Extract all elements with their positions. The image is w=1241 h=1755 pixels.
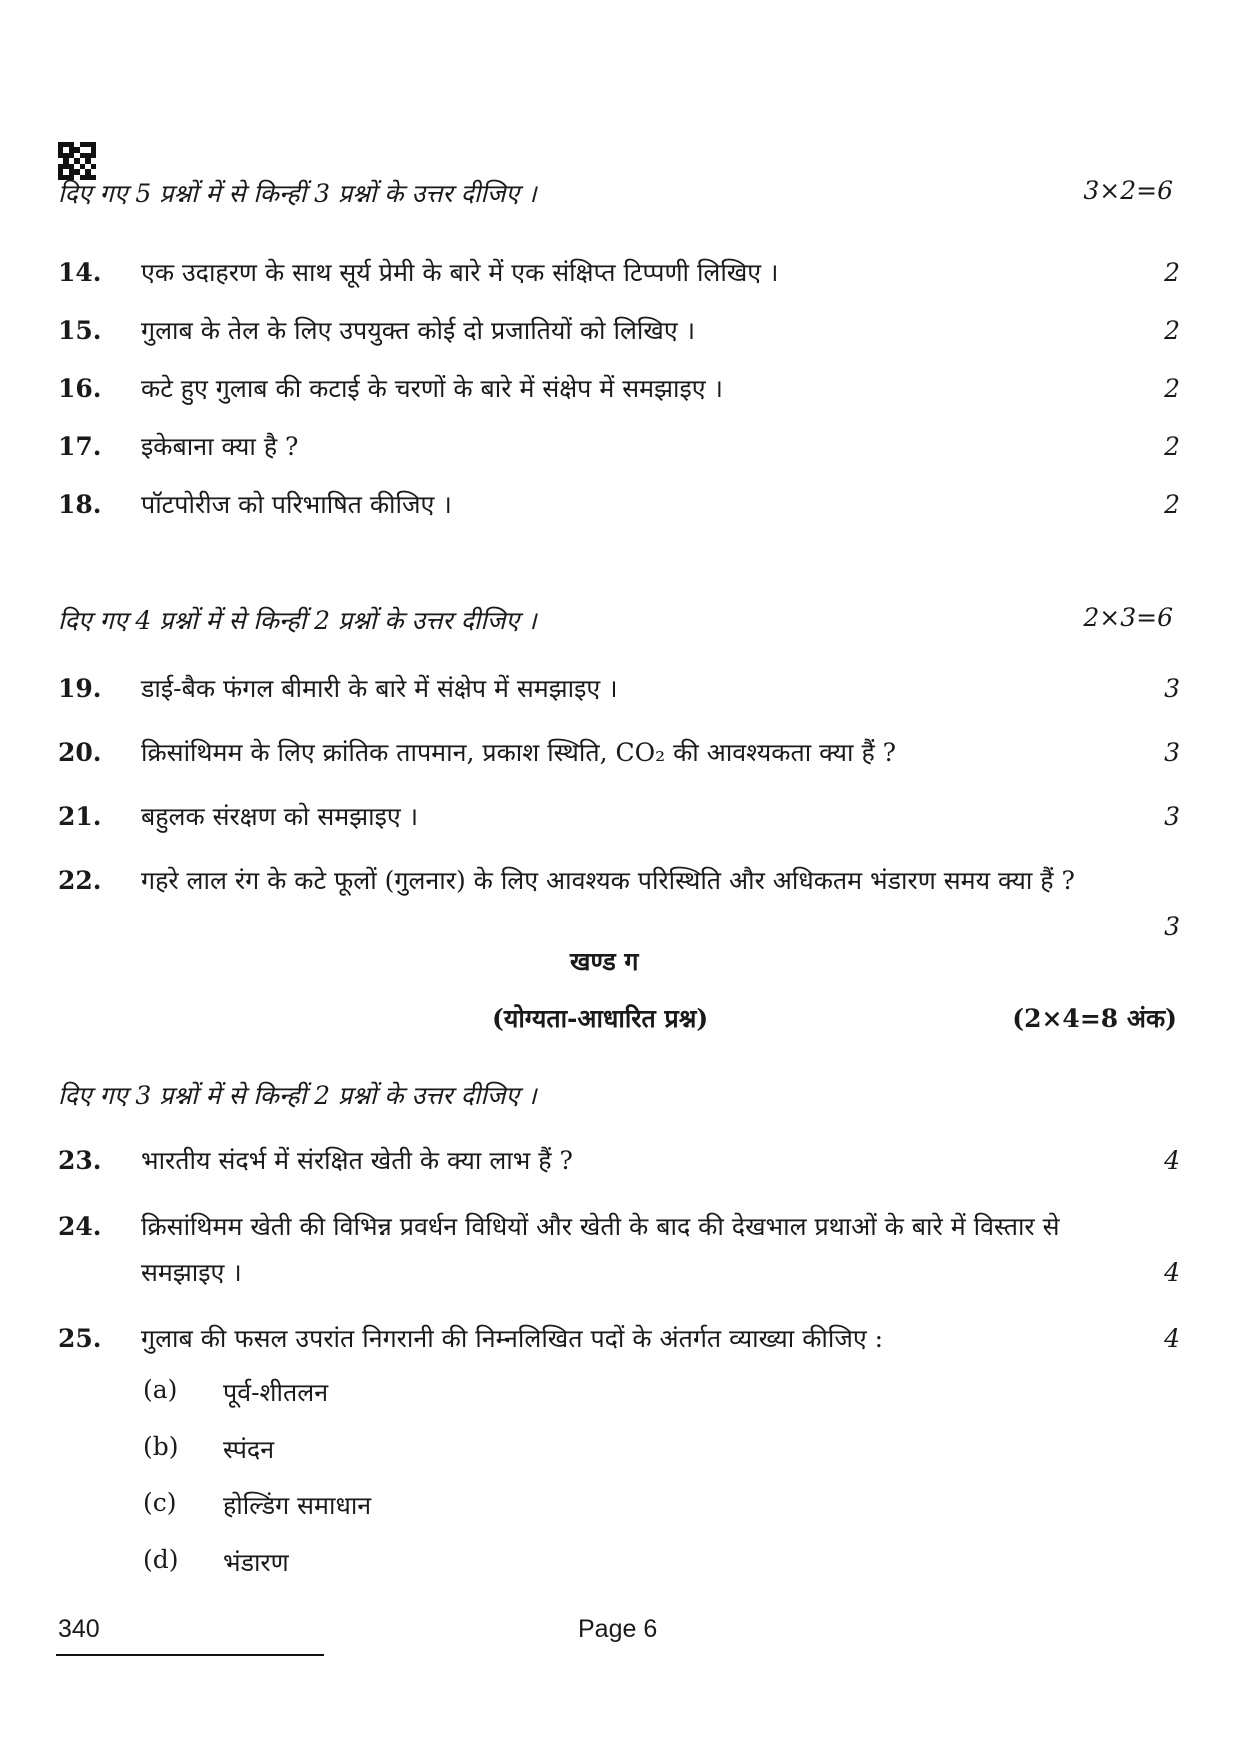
instruction-2-marks: 2×3=6 bbox=[1083, 603, 1173, 632]
question-text: इकेबाना क्या है ? bbox=[141, 432, 299, 461]
question-marks: 2 bbox=[1164, 258, 1180, 287]
question-marks: 4 bbox=[1164, 1324, 1180, 1353]
question-text: गुलाब की फसल उपरांत निगरानी की निम्नलिखित पदों के अंतर्गत व्याख्या कीजिए : bbox=[141, 1324, 884, 1353]
question-marks: 4 bbox=[1164, 1258, 1180, 1287]
question-marks: 2 bbox=[1164, 432, 1180, 461]
section-total-marks: (2×4=8 अंक) bbox=[1012, 1004, 1177, 1033]
question-number: 19. bbox=[58, 674, 102, 703]
question-number: 16. bbox=[58, 374, 102, 403]
question-text: कटे हुए गुलाब की कटाई के चरणों के बारे में संक्षेप में समझाइए । bbox=[141, 374, 723, 403]
question-number: 24. bbox=[58, 1212, 102, 1241]
question-number: 20. bbox=[58, 738, 102, 767]
question-marks: 3 bbox=[1164, 738, 1180, 767]
qr-code-icon bbox=[58, 142, 96, 180]
question-number: 15. bbox=[58, 316, 102, 345]
section-subtitle: (योग्यता-आधारित प्रश्न) bbox=[492, 1004, 709, 1033]
question-text: क्रिसांथिमम के लिए क्रांतिक तापमान, प्रकाश स्थिति, CO₂ की आवश्यकता क्या हैं ? bbox=[141, 738, 897, 767]
instruction-3: दिए गए 3 प्रश्नों में से किन्हीं 2 प्रश्नों के उत्तर दीजिए । bbox=[58, 1081, 537, 1110]
page-number: Page 6 bbox=[578, 1615, 658, 1643]
question-number: 22. bbox=[58, 866, 102, 895]
question-number: 17. bbox=[58, 432, 102, 461]
subpart-text: होल्डिंग समाधान bbox=[223, 1491, 372, 1520]
subpart-label: (a) bbox=[143, 1375, 178, 1404]
question-marks: 2 bbox=[1164, 316, 1180, 345]
question-number: 21. bbox=[58, 802, 102, 831]
footer-divider bbox=[56, 1654, 324, 1656]
subpart-label: (d) bbox=[143, 1545, 179, 1574]
question-text: क्रिसांथिमम खेती की विभिन्न प्रवर्धन विधियों और खेती के बाद की देखभाल प्रथाओं के बारे में विस्तार से समझाइए । bbox=[141, 1212, 1060, 1287]
question-text: पॉटपोरीज को परिभाषित कीजिए । bbox=[141, 490, 452, 519]
question-text: एक उदाहरण के साथ सूर्य प्रेमी के बारे में एक संक्षिप्त टिप्पणी लिखिए । bbox=[141, 258, 779, 287]
question-marks: 3 bbox=[1164, 674, 1180, 703]
subpart-text: स्पंदन bbox=[223, 1435, 275, 1464]
question-number: 25. bbox=[58, 1324, 102, 1353]
paper-code: 340 bbox=[58, 1615, 100, 1643]
instruction-1-marks: 3×2=6 bbox=[1083, 176, 1173, 205]
question-marks: 2 bbox=[1164, 374, 1180, 403]
question-text: डाई-बैक फंगल बीमारी के बारे में संक्षेप में समझाइए । bbox=[141, 674, 618, 703]
subpart-text: भंडारण bbox=[223, 1548, 289, 1577]
instruction-2: दिए गए 4 प्रश्नों में से किन्हीं 2 प्रश्नों के उत्तर दीजिए । bbox=[58, 606, 537, 635]
question-text: गहरे लाल रंग के कटे फूलों (गुलनार) के लिए आवश्यक परिस्थिति और अधिकतम भंडारण समय क्या हैं ? bbox=[141, 866, 1075, 895]
section-title: खण्ड ग bbox=[570, 947, 639, 976]
question-text: गुलाब के तेल के लिए उपयुक्त कोई दो प्रजातियों को लिखिए । bbox=[141, 316, 696, 345]
question-marks: 3 bbox=[1164, 912, 1180, 941]
question-text: बहुलक संरक्षण को समझाइए । bbox=[141, 802, 419, 831]
question-marks: 2 bbox=[1164, 490, 1180, 519]
question-number: 14. bbox=[58, 258, 102, 287]
subpart-text: पूर्व-शीतलन bbox=[223, 1378, 329, 1407]
question-text: भारतीय संदर्भ में संरक्षित खेती के क्या लाभ हैं ? bbox=[141, 1146, 573, 1175]
subpart-label: (b) bbox=[143, 1432, 179, 1461]
instruction-1: दिए गए 5 प्रश्नों में से किन्हीं 3 प्रश्नों के उत्तर दीजिए । bbox=[58, 179, 537, 208]
question-number: 23. bbox=[58, 1146, 102, 1175]
question-number: 18. bbox=[58, 490, 102, 519]
subpart-label: (c) bbox=[143, 1488, 177, 1517]
question-marks: 4 bbox=[1164, 1146, 1180, 1175]
question-marks: 3 bbox=[1164, 802, 1180, 831]
